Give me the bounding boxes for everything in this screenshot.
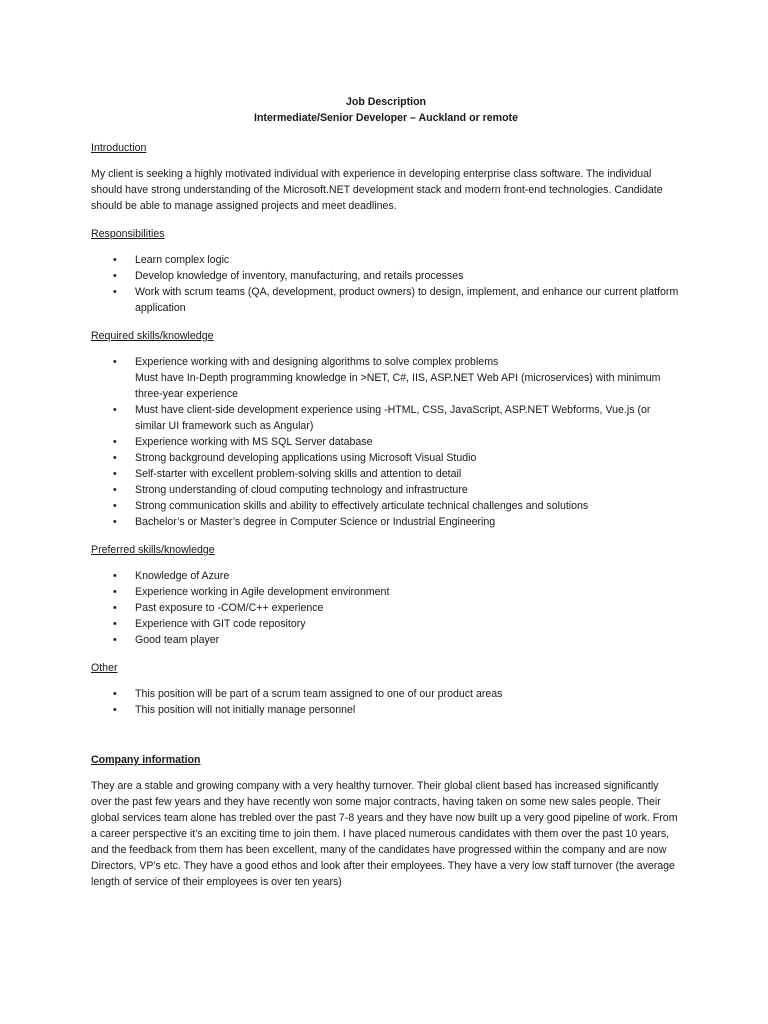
list-item-text: Must have client-side development experience using -HTML, CSS, JavaScript, ASP.NET Webforms, Vue.js (or similar UI framework such as Angular)	[135, 404, 651, 432]
bullet-icon: •	[113, 468, 117, 480]
list-item	[91, 466, 681, 482]
bullet-icon: •	[113, 484, 117, 496]
bullet-icon: •	[113, 570, 117, 582]
list-item	[91, 632, 681, 648]
list-item-text: Strong communication skills and ability to effectively articulate technical challenges and solutions	[135, 500, 589, 512]
introduction-text: My client is seeking a highly motivated individual with experience in developing enterprise class software. The individual should have strong understanding of the Microsoft.NET development stack and modern front-end technologies. Candidate should be able to manage assigned projects and meet deadlines.	[91, 168, 663, 212]
list-item	[91, 252, 681, 268]
other-list	[91, 686, 681, 718]
responsibilities-heading: Responsibilities	[91, 228, 165, 240]
bullet-icon: •	[113, 704, 117, 716]
list-item-text: Experience working with MS SQL Server database	[135, 436, 373, 448]
required-list	[91, 354, 681, 530]
list-item	[91, 402, 681, 434]
bullet-icon: •	[113, 404, 117, 416]
list-item	[91, 686, 681, 702]
list-item-text: Strong understanding of cloud computing technology and infrastructure	[135, 484, 468, 496]
bullet-icon: •	[113, 270, 117, 282]
document-page	[91, 94, 681, 890]
list-item-text: Self-starter with excellent problem-solving skills and attention to detail	[135, 468, 462, 480]
list-item-text: Strong background developing applications using Microsoft Visual Studio	[135, 452, 477, 464]
list-item	[91, 284, 681, 316]
introduction-heading: Introduction	[91, 142, 147, 154]
list-item	[91, 450, 681, 466]
list-item	[91, 600, 681, 616]
bullet-icon: •	[113, 452, 117, 464]
list-item-text: Knowledge of Azure	[135, 570, 230, 582]
bullet-icon: •	[113, 356, 117, 368]
list-item	[91, 354, 681, 402]
list-item-text: Past exposure to -COM/C++ experience	[135, 602, 324, 614]
list-item-text: Experience with GIT code repository	[135, 618, 306, 630]
bullet-icon: •	[113, 618, 117, 630]
bullet-icon: •	[113, 602, 117, 614]
bullet-icon: •	[113, 254, 117, 266]
list-item-text: Bachelor’s or Master’s degree in Computer Science or Industrial Engineering	[135, 516, 496, 528]
list-item	[91, 482, 681, 498]
list-item	[91, 434, 681, 450]
preferred-list	[91, 568, 681, 648]
list-item	[91, 514, 681, 530]
list-item-text: Work with scrum teams (QA, development, product owners) to design, implement, and enhance our current platform application	[135, 286, 679, 314]
list-item-text: Must have In-Depth programming knowledge in >NET, C#, IIS, ASP.NET Web API (microservices) with minimum three-year experience	[135, 372, 661, 400]
bullet-icon: •	[113, 500, 117, 512]
bullet-icon: •	[113, 688, 117, 700]
list-item	[91, 498, 681, 514]
list-item-text: Develop knowledge of inventory, manufacturing, and retails processes	[135, 270, 464, 282]
list-item-text: Experience working in Agile development environment	[135, 586, 390, 598]
bullet-icon: •	[113, 586, 117, 598]
required-heading: Required skills/knowledge	[91, 330, 214, 342]
preferred-heading: Preferred skills/knowledge	[91, 544, 215, 556]
list-item-text: Experience working with and designing algorithms to solve complex problems	[135, 356, 499, 368]
list-item	[91, 568, 681, 584]
list-item-text: This position will not initially manage personnel	[135, 704, 356, 716]
list-item-text: Learn complex logic	[135, 254, 230, 266]
list-item	[91, 268, 681, 284]
list-item	[91, 584, 681, 600]
other-heading: Other	[91, 662, 118, 674]
bullet-icon: •	[113, 516, 117, 528]
doc-title: Job Description	[345, 96, 427, 108]
list-item-text: Good team player	[135, 634, 220, 646]
company-text: They are a stable and growing company with a very healthy turnover. Their global client based has increased significantly over the past few years and they have recently won some major contracts, having taken on some new sales people. Their global services team alone has trebled over the past 7-8 years and they have now built up a very good pipeline of work. From a career perspective it’s an exciting time to join them. I have placed numerous candidates with them over the past 10 years, and the feedback from them has been excellent, many of the candidates have progressed within the company and are now Directors, VP’s etc. They have a good ethos and look after their employees. They have a very low staff turnover (the average length of service of their employees is over ten years)	[91, 780, 678, 888]
doc-subtitle: Intermediate/Senior Developer – Auckland or remote	[254, 112, 518, 124]
company-heading: Company information	[91, 754, 201, 766]
bullet-icon: •	[113, 436, 117, 448]
list-item-text: This position will be part of a scrum team assigned to one of our product areas	[135, 688, 503, 700]
bullet-icon: •	[113, 286, 117, 298]
list-item	[91, 702, 681, 718]
bullet-icon: •	[113, 634, 117, 646]
responsibilities-list	[91, 252, 681, 316]
list-item	[91, 616, 681, 632]
